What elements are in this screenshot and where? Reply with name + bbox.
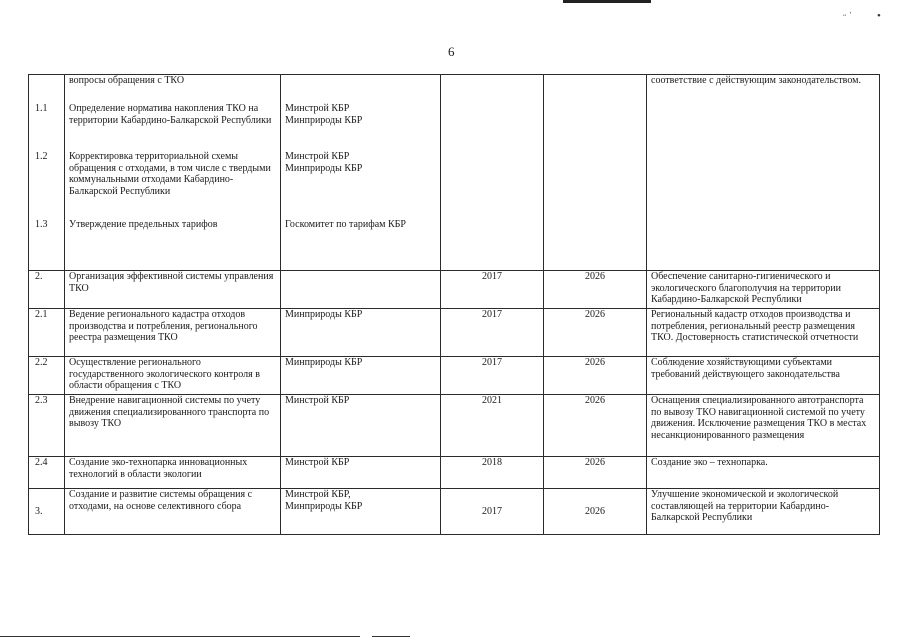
row-number: 1.2 bbox=[35, 151, 48, 162]
event-text: Создание эко-технопарка инновационных технологий в области экологии bbox=[65, 457, 281, 489]
start-year: 2017 bbox=[441, 489, 544, 535]
event-text: вопросы обращения с ТКО bbox=[69, 75, 185, 86]
start-year: 2017 bbox=[441, 271, 544, 309]
start-year: 2018 bbox=[441, 457, 544, 489]
table-row bbox=[29, 489, 880, 535]
executor-text: Госкомитет по тарифам КБР bbox=[285, 219, 406, 230]
event-text: Корректировка территориальной схемы обращения с отходами, в том числе с твердыми коммунальными отходами Кабардино-Балкарской Республики bbox=[69, 151, 271, 197]
page-number: 6 bbox=[448, 44, 455, 59]
executor-text: Минстрой КБР Минприроды КБР bbox=[285, 103, 363, 126]
row-number: 2.4 bbox=[29, 457, 65, 489]
result-cell bbox=[647, 75, 880, 271]
result-text: Создание эко – технопарка. bbox=[647, 457, 880, 489]
result-text: Соблюдение хозяйствующими субъектами требований действующего законодательства bbox=[647, 357, 880, 395]
start-year-cell bbox=[441, 75, 544, 271]
result-text: Оснащения специализированного автотранспорта по вывозу ТКО навигационной системой по учету движения. Исключение размещения ТКО в местах несанкционированного размещения bbox=[647, 395, 880, 457]
end-year: 2026 bbox=[544, 489, 647, 535]
scan-artifact-top bbox=[563, 0, 651, 3]
end-year: 2026 bbox=[544, 457, 647, 489]
row-number: 1.3 bbox=[35, 219, 48, 230]
event-text: Внедрение навигационной системы по учету движения специализированного транспорта по вывозу ТКО bbox=[65, 395, 281, 457]
event-text: Создание и развитие системы обращения с отходами, на основе селективного сбора bbox=[65, 489, 281, 535]
row-number: 2.2 bbox=[29, 357, 65, 395]
event-text: Определение норматива накопления ТКО на территории Кабардино-Балкарской Республики bbox=[69, 103, 272, 126]
table-row bbox=[29, 309, 880, 357]
end-year: 2026 bbox=[544, 271, 647, 309]
result-text: соответствие с действующим законодательством. bbox=[651, 75, 861, 86]
end-year: 2026 bbox=[544, 395, 647, 457]
executor-text: Минстрой КБР bbox=[281, 395, 441, 457]
table-row bbox=[29, 457, 880, 489]
event-text: Ведение регионального кадастра отходов производства и потребления, регионального реестра размещения ТКО bbox=[65, 309, 281, 357]
start-year: 2021 bbox=[441, 395, 544, 457]
result-text: Региональный кадастр отходов производства и потребления, региональный реестр размещения ТКО. Достоверность статистической отчетности bbox=[647, 309, 880, 357]
executor-text: Минприроды КБР bbox=[281, 309, 441, 357]
end-year: 2026 bbox=[544, 357, 647, 395]
scan-artifact-dot: • bbox=[877, 10, 881, 22]
row-number: 2. bbox=[29, 271, 65, 309]
result-text: Улучшение экономической и экологической составляющей на территории Кабардино-Балкарской Республики bbox=[647, 489, 880, 535]
row-number: 2.1 bbox=[29, 309, 65, 357]
start-year: 2017 bbox=[441, 309, 544, 357]
event-text: Организация эффективной системы управления ТКО bbox=[65, 271, 281, 309]
end-year: 2026 bbox=[544, 309, 647, 357]
executor-cell bbox=[281, 75, 441, 271]
table-row bbox=[29, 271, 880, 309]
executor-text: Минприроды КБР bbox=[281, 357, 441, 395]
event-text: Утверждение предельных тарифов bbox=[69, 219, 218, 230]
table-row bbox=[29, 75, 880, 271]
start-year: 2017 bbox=[441, 357, 544, 395]
row-number: 1.1 bbox=[35, 103, 48, 114]
table-row bbox=[29, 395, 880, 457]
end-year-cell bbox=[544, 75, 647, 271]
event-cell bbox=[65, 75, 281, 271]
scan-artifact-bottom-line bbox=[372, 636, 410, 637]
executor-text: Минстрой КБР Минприроды КБР bbox=[285, 151, 363, 174]
row-number: 3. bbox=[29, 489, 65, 535]
scan-artifact-mark: ᵕ ˈ bbox=[843, 10, 853, 22]
row-number-cell bbox=[29, 75, 65, 271]
measures-table bbox=[28, 74, 880, 535]
table-row bbox=[29, 357, 880, 395]
event-text: Осуществление регионального государственного экологического контроля в области обращения с ТКО bbox=[65, 357, 281, 395]
executor-text: Минстрой КБР bbox=[281, 457, 441, 489]
scan-artifact-bottom-line bbox=[0, 636, 360, 637]
result-text: Обеспечение санитарно-гигиенического и экологического благополучия на территории Кабардино-Балкарской Республики bbox=[647, 271, 880, 309]
executor-text: Минстрой КБР, Минприроды КБР bbox=[281, 489, 441, 535]
executor-text bbox=[281, 271, 441, 309]
row-number: 2.3 bbox=[29, 395, 65, 457]
